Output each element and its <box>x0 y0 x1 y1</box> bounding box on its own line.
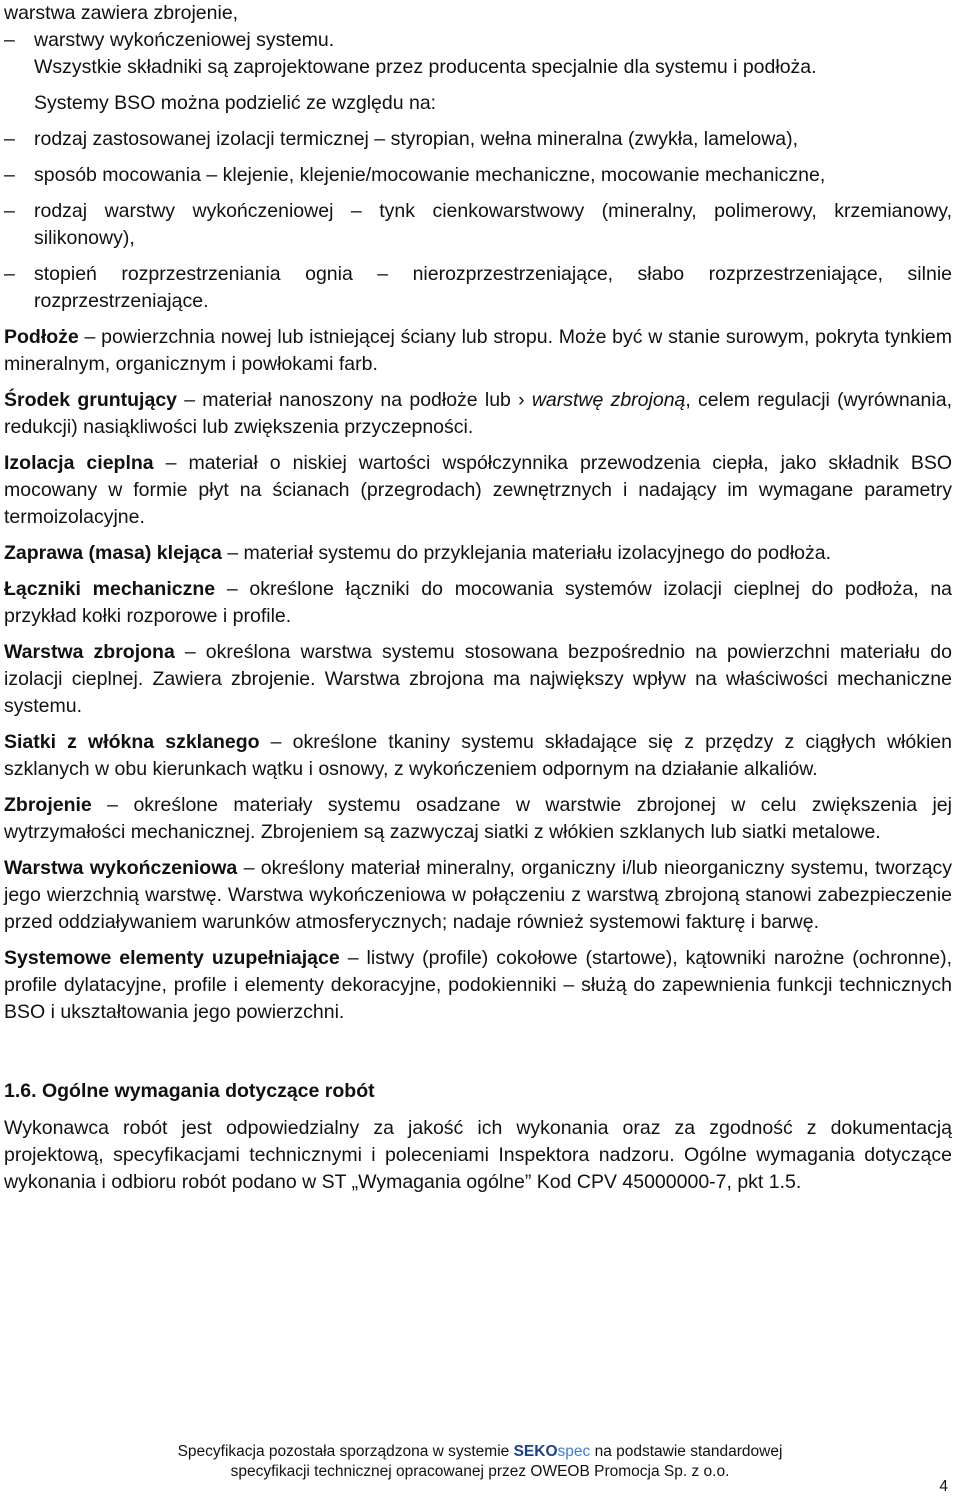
list-item-text: sposób mocowania – klejenie, klejenie/mocowanie mechaniczne, mocowanie mechaniczne, <box>34 164 826 186</box>
definition-text: – materiał nanoszony na podłoże lub › <box>177 389 532 411</box>
definition-term: Środek gruntujący <box>4 389 178 411</box>
paragraph: Systemy BSO można podzielić ze względu na: <box>34 92 437 114</box>
definition-term: Systemowe elementy uzupełniające <box>4 947 340 969</box>
section-body: Wykonawca robót jest odpowiedzialny za jakość ich wykonania oraz za zgodność z dokumentacją projektową, specyfikacjami technicznymi i poleceniami Inspektora nadzoru. Ogólne wymagania dotyczące wykonania i odbioru robót podano w ST „Wymagania ogólne” Kod CPV 45000000-7, pkt 1.5. <box>4 1117 952 1193</box>
page-number: 4 <box>939 1478 948 1495</box>
list-item <box>4 162 952 189</box>
dash-bullet: – <box>4 29 15 51</box>
definition-text: – określona warstwa systemu stosowana bezpośrednio na powierzchni materiału do izolacji cieplnej. Zawiera zbrojenie. Warstwa zbrojona ma największy wpływ na właściwości mechaniczne systemu. <box>4 641 952 717</box>
dash-bullet: – <box>4 200 15 222</box>
definition-text: – określone tkaniny systemu składające się z przędzy z ciągłych włókien szklanych w obu kierunkach wątku i osnowy, z wykończeniem odpornym na działanie alkaliów. <box>4 731 952 780</box>
dash-bullet: – <box>4 263 15 285</box>
definition <box>4 576 952 630</box>
definition-text: – listwy (profile) cokołowe (startowe), kątowniki narożne (ochronne), profile dylatacyjne, profile i elementy dekoracyjne, podokienniki – służą do zapewnienia funkcji technicznych BSO i ukształtowania jego powierzchni. <box>4 947 952 1023</box>
definition-text: – określone łączniki do mocowania systemów izolacji cieplnej do podłoża, na przykład kołki rozporowe i profile. <box>4 578 953 627</box>
list-item <box>4 198 952 252</box>
definition-text: – materiał o niskiej wartości współczynnika przewodzenia ciepła, jako składnik BSO mocowany w formie płyt na ścianach (przegrodach) zewnętrznych i nadający im wymagane parametry termoizolacyjne. <box>4 452 953 528</box>
text-line: warstwa zawiera zbrojenie, <box>4 2 239 24</box>
definition-term: Warstwa wykończeniowa <box>4 857 238 879</box>
definition <box>4 324 952 378</box>
definition-term: Zaprawa (masa) klejąca <box>4 542 222 564</box>
footer-line <box>0 1442 960 1462</box>
list-item-text: stopień rozprzestrzeniania ognia – nierozprzestrzeniające, słabo rozprzestrzeniające, silnie rozprzestrzeniające. <box>34 263 952 312</box>
definition <box>4 540 952 567</box>
brand-logo-spec: spec <box>557 1443 591 1460</box>
definition <box>4 792 952 846</box>
definition <box>4 855 952 936</box>
list-item-text: warstwy wykończeniowej systemu. <box>34 29 335 51</box>
section-title: Ogólne wymagania dotyczące robót <box>41 1080 375 1102</box>
list-item-text: rodzaj zastosowanej izolacji termicznej – styropian, wełna mineralna (zwykła, lamelowa), <box>34 128 799 150</box>
section-number: 1.6. <box>4 1080 37 1102</box>
document-page <box>4 0 952 1196</box>
definition-term: Podłoże <box>4 326 79 348</box>
definition-link-text: warstwę zbrojoną <box>531 389 686 411</box>
footer-text: na podstawie standardowej <box>590 1443 783 1460</box>
list-item <box>4 126 952 153</box>
definition-term: Zbrojenie <box>4 794 92 816</box>
definition-term: Izolacja cieplna <box>4 452 154 474</box>
definition-term: Siatki z włókna szklanego <box>4 731 260 753</box>
definition <box>4 387 952 441</box>
footer-text: Specyfikacja pozostała sporządzona w systemie <box>177 1443 514 1460</box>
definition-text: – określony materiał mineralny, organiczny i/lub nieorganiczny systemu, tworzący jego wierzchnią warstwę. Warstwa wykończeniowa w połączeniu z warstwą zbrojoną stanowi zabezpieczenie przed oddziaływaniem warunków atmosferycznych; nadaje również systemowi fakturę i barwę. <box>4 857 953 933</box>
list-item <box>4 261 952 315</box>
definition <box>4 945 952 1026</box>
definition <box>4 639 952 720</box>
dash-bullet: – <box>4 164 15 186</box>
definition <box>4 450 952 531</box>
definition-text: – określone materiały systemu osadzane w warstwie zbrojonej w celu zwiększenia jej wytrzymałości mechanicznej. Zbrojeniem są zazwyczaj siatki z włókien szklanych lub siatki metalowe. <box>4 794 952 843</box>
definition-text: , celem regulacji (wyrównania, redukcji) nasiąkliwości lub zwiększenia przyczepności. <box>4 389 952 438</box>
definition-term: Warstwa zbrojona <box>4 641 175 663</box>
page-footer <box>0 1442 960 1482</box>
definition-term: Łączniki mechaniczne <box>4 578 216 600</box>
dash-bullet: – <box>4 128 15 150</box>
brand-logo-seko: SEKO <box>513 1443 558 1460</box>
definition-text: – materiał systemu do przyklejania materiału izolacyjnego do podłoża. <box>221 542 832 564</box>
footer-line: specyfikacji technicznej opracowanej przez OWEOB Promocja Sp. z o.o. <box>230 1463 730 1480</box>
list-item <box>4 27 952 54</box>
definition-text: – powierzchnia nowej lub istniejącej ściany lub stropu. Może być w stanie surowym, pokryta tynkiem mineralnym, organicznym i powłokami farb. <box>4 326 952 375</box>
list-item-text: rodzaj warstwy wykończeniowej – tynk cienkowarstwowy (mineralny, polimerowy, krzemianowy, silikonowy), <box>34 200 952 249</box>
paragraph: Wszystkie składniki są zaprojektowane przez producenta specjalnie dla systemu i podłoża. <box>34 56 817 78</box>
definition <box>4 729 952 783</box>
section-heading <box>4 1078 952 1105</box>
